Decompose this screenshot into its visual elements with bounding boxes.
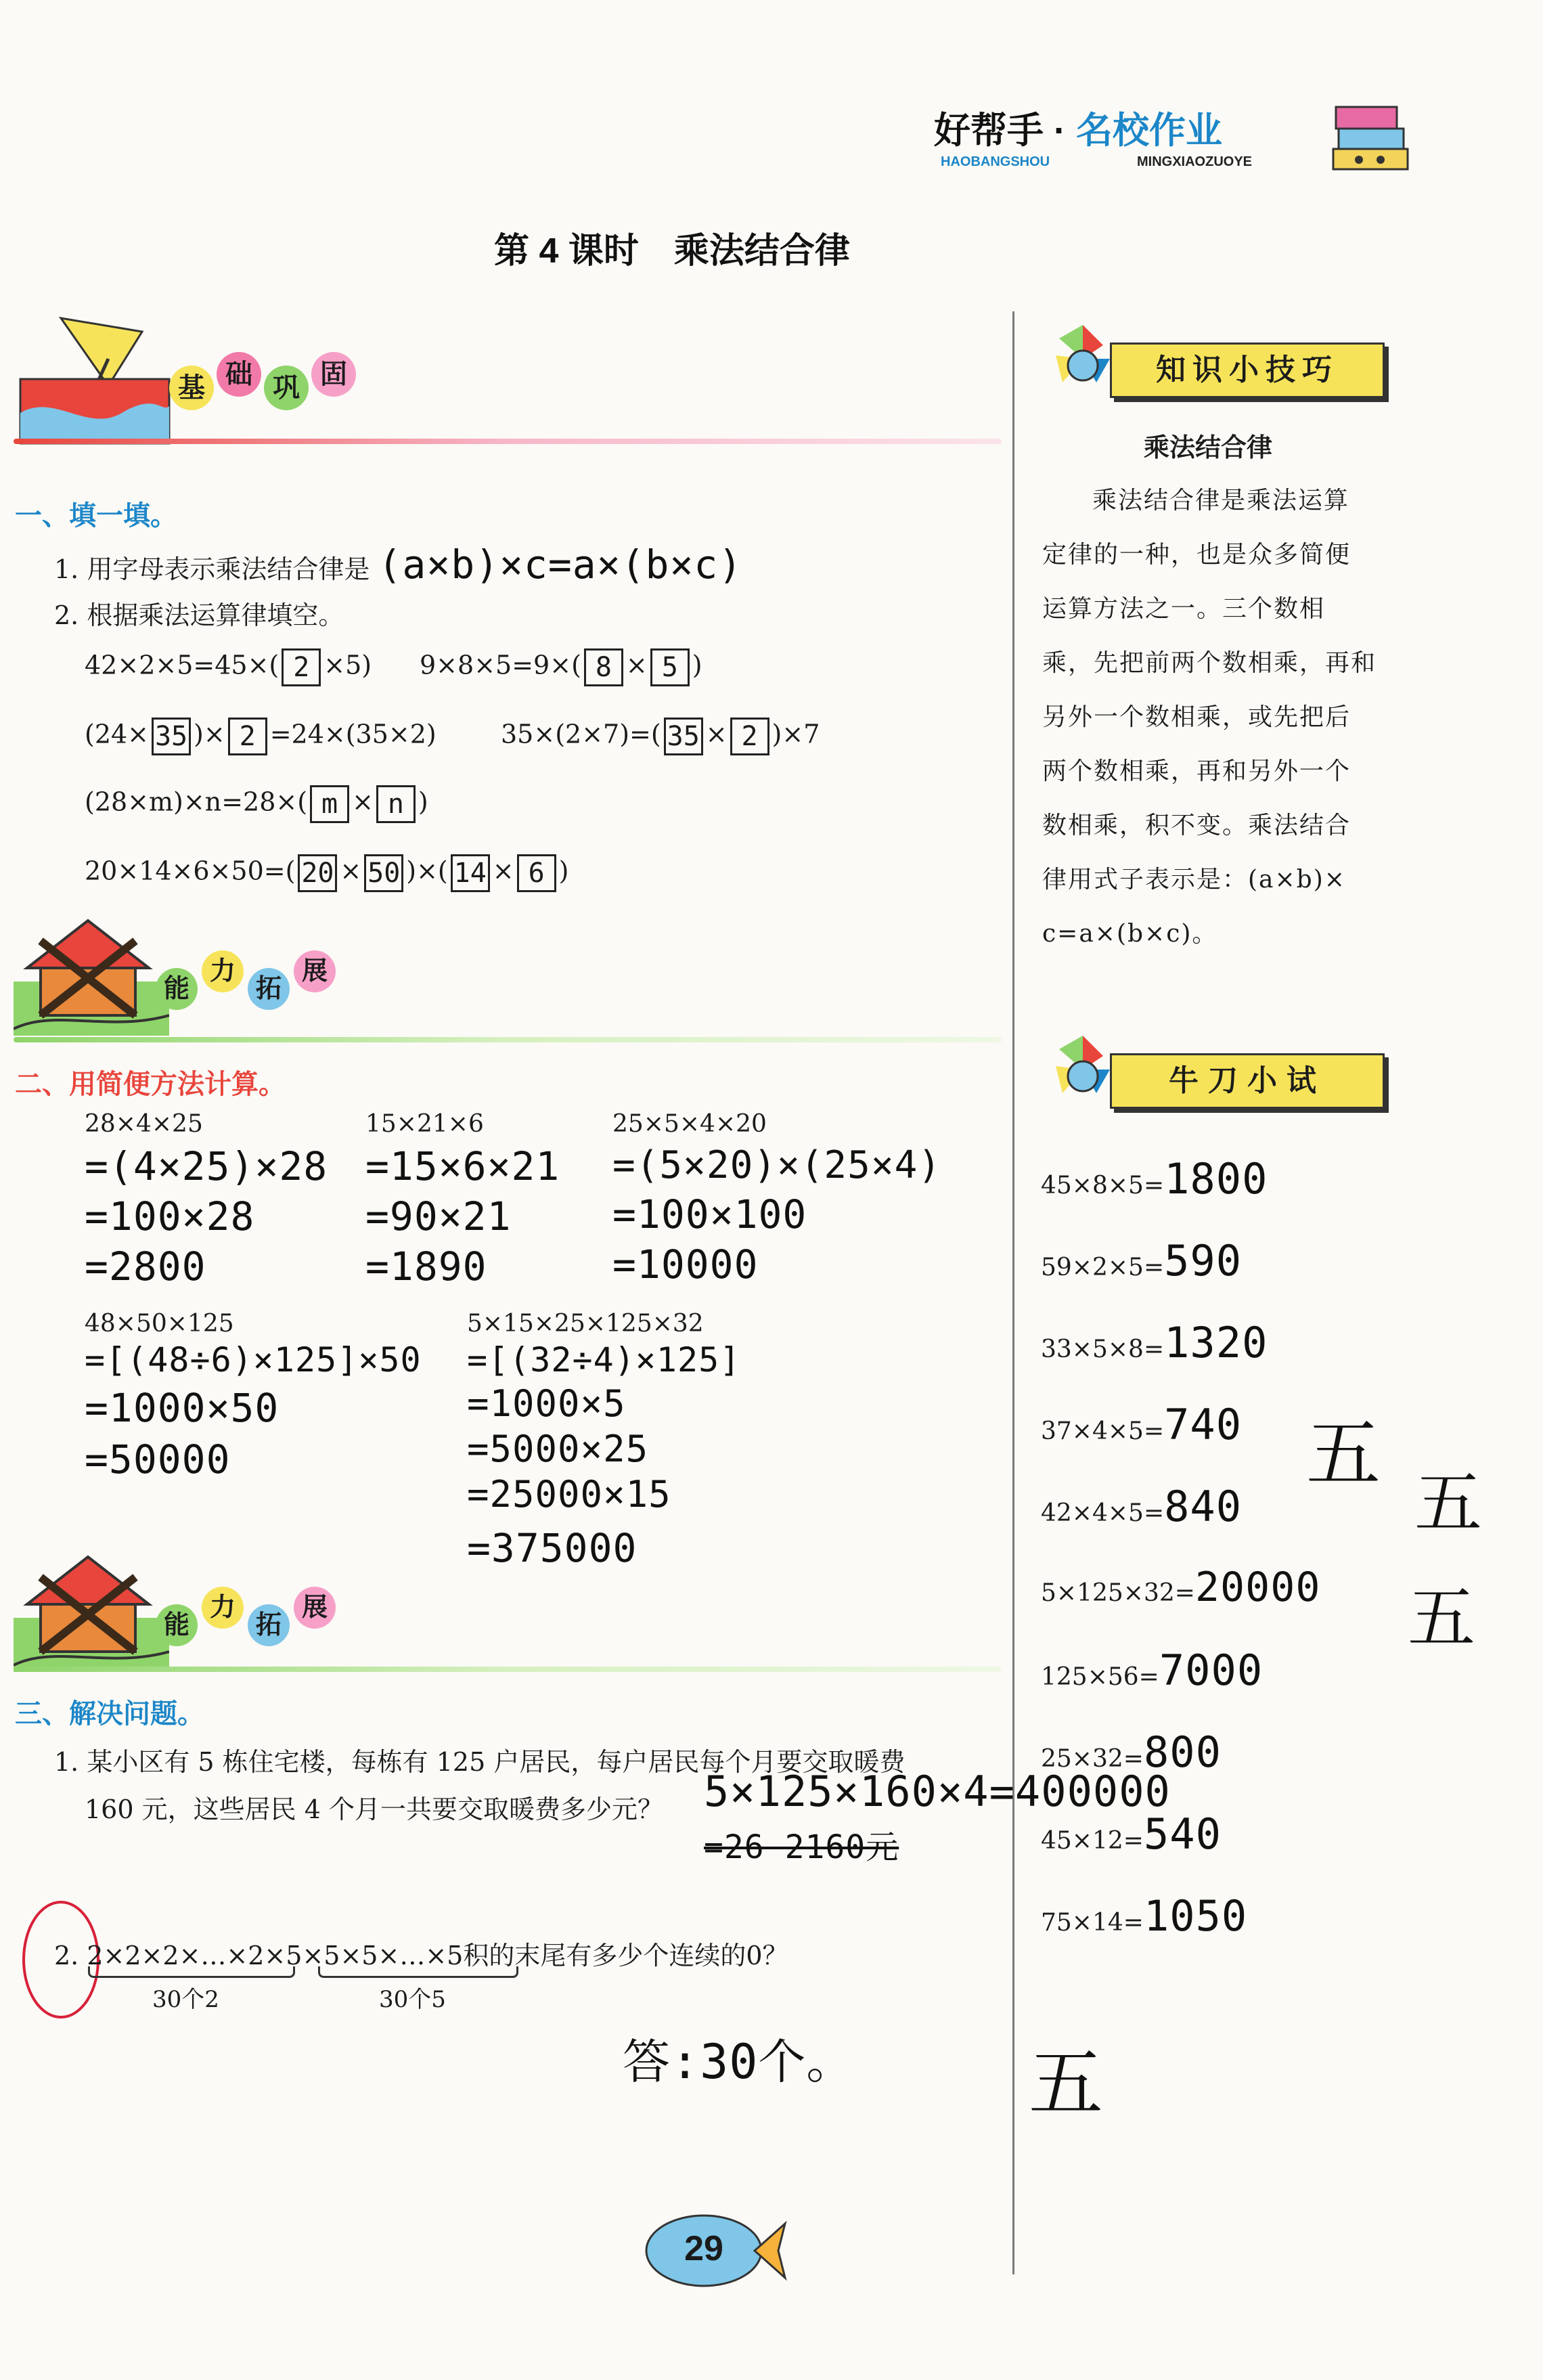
fill-row-4 — [85, 854, 568, 892]
try-answer[interactable]: 540 — [1143, 1809, 1222, 1859]
brand-name-1: 好帮手 — [934, 110, 1044, 151]
fill-text: 20×14×6×50=( — [85, 856, 296, 886]
problem3-1-line2: 160 元，这些居民 4 个月一共要交取暖费多少元？ — [85, 1794, 663, 1824]
brand-pinyin-1: HAOBANGSHOU — [941, 154, 1050, 169]
q1-prompt-row — [54, 542, 742, 588]
try-question: 25×32= — [1041, 1745, 1144, 1773]
try-answer[interactable]: 20000 — [1194, 1564, 1321, 1611]
fill-text: ) — [558, 856, 569, 886]
fill-text: )× — [194, 719, 225, 749]
tips-body — [1042, 474, 1394, 961]
answer-box[interactable]: 8 — [584, 648, 623, 686]
answer-box[interactable]: m — [310, 785, 349, 823]
work-line: =[(32÷4)×125] — [467, 1340, 741, 1380]
fill-text: × — [705, 719, 728, 749]
try-item — [1041, 1154, 1420, 1236]
problem-5 — [467, 1310, 740, 1571]
fill-row-2b — [501, 718, 820, 755]
section3-heading: 三、解决问题。 — [15, 1699, 204, 1729]
column-divider — [1012, 311, 1014, 2274]
tips-line: 另外一个数相乘，或先把后 — [1042, 703, 1351, 731]
work-line: =1890 — [365, 1243, 487, 1290]
problem-question: 25×5×4×20 — [612, 1110, 767, 1138]
problem-question: 28×4×25 — [85, 1110, 203, 1138]
section2-heading: 二、用简便方法计算。 — [15, 1070, 286, 1099]
work-line: =15×6×21 — [365, 1143, 560, 1189]
problem-question: 15×21×6 — [365, 1110, 484, 1138]
fill-text: )×7 — [772, 719, 820, 749]
try-question: 125×56= — [1041, 1663, 1159, 1691]
answer-box[interactable]: 14 — [451, 854, 490, 892]
try-question: 59×2×5= — [1041, 1254, 1165, 1281]
work-line: =100×100 — [612, 1191, 807, 1237]
badge-char: 力 — [202, 950, 244, 992]
try-answer[interactable]: 1050 — [1143, 1891, 1248, 1941]
tips-line: 数相乘，积不变。乘法结合 — [1042, 812, 1351, 839]
answer-box[interactable]: 50 — [364, 854, 403, 892]
brace-5 — [318, 1966, 518, 1978]
work-line: =2800 — [85, 1243, 206, 1290]
try-item — [1041, 1564, 1420, 1646]
tips-badge-label: 知识小技巧 — [1156, 353, 1339, 387]
badge-char: 拓 — [248, 968, 290, 1010]
badge-char: 巩 — [264, 366, 309, 410]
badge-char: 能 — [156, 1604, 198, 1646]
fill-text: )×( — [406, 856, 448, 886]
brand-dot: · — [1054, 110, 1066, 151]
try-answer[interactable]: 590 — [1164, 1236, 1243, 1285]
try-question: 37×4×5= — [1041, 1417, 1165, 1445]
brace-label-5: 30个5 — [379, 1986, 446, 2013]
ability-badge-2 — [14, 1550, 365, 1672]
problem3-2-expression: 2×2×2×…×2×5×5×5×…×5积的末尾有多少个连续的0？ — [87, 1941, 788, 1970]
brand-name-2: 名校作业 — [1076, 110, 1223, 151]
section-rule — [14, 1037, 1002, 1042]
brand-pinyin-2: MINGXIAOZUOYE — [1137, 154, 1253, 169]
badge-char: 展 — [294, 950, 336, 992]
answer-box[interactable]: 2 — [282, 648, 321, 686]
badge-char: 础 — [217, 352, 261, 397]
fill-row-1a — [85, 648, 372, 686]
q1-prompt: 1. 用字母表示乘法结合律是 — [54, 554, 370, 584]
section1-heading: 一、填一填。 — [15, 501, 177, 531]
try-question: 42×4×5= — [1041, 1499, 1165, 1527]
try-answer[interactable]: 840 — [1164, 1482, 1243, 1531]
badge-char: 展 — [294, 1587, 336, 1629]
problem-2 — [365, 1110, 560, 1290]
problem-1 — [85, 1110, 328, 1290]
try-item — [1041, 1891, 1420, 1973]
badge-char: 基 — [169, 366, 214, 410]
basic-badge — [14, 311, 352, 447]
fill-text: × — [340, 856, 362, 886]
answer-box[interactable]: 35 — [152, 718, 191, 755]
umbrella-icon — [14, 311, 176, 447]
fill-text: × — [492, 856, 514, 886]
fill-text: × — [625, 650, 648, 680]
section-rule — [14, 1667, 1002, 1672]
work-line: =25000×15 — [467, 1473, 671, 1516]
page-number: 29 — [684, 2229, 723, 2268]
fill-text: (24× — [85, 719, 150, 749]
fill-row-3 — [85, 785, 428, 823]
try-question: 45×8×5= — [1041, 1172, 1165, 1199]
house-icon — [14, 1550, 169, 1672]
tips-line: 定律的一种，也是众多简便 — [1042, 541, 1351, 569]
tips-line: 运算方法之一。三个数相 — [1042, 595, 1326, 623]
try-item — [1041, 1727, 1420, 1809]
tips-line: 乘法结合律是乘法运算 — [1092, 487, 1350, 514]
grade-mark: 五 — [1029, 2040, 1104, 2127]
fill-text: (28×m)×n=28×( — [85, 787, 308, 817]
problem-question: 5×15×25×125×32 — [467, 1310, 704, 1338]
problem3-1-answer-line2: =26 2160元 — [704, 1828, 899, 1866]
tips-line: 律用式子表示是：(a×b)× — [1042, 866, 1346, 894]
fill-text: 9×8×5=9×( — [420, 650, 581, 680]
answer-box[interactable]: 35 — [664, 718, 703, 755]
tips-title: 乘法结合律 — [1144, 434, 1273, 462]
work-line: =1000×50 — [85, 1385, 279, 1431]
problem3-1-line1: 1. 某小区有 5 栋住宅楼，每栋有 125 户居民，每户居民每个月要交取暖费 — [54, 1747, 905, 1777]
try-item — [1041, 1646, 1420, 1727]
q2-prompt: 2. 根据乘法运算律填空。 — [54, 600, 344, 630]
fill-text: ) — [692, 650, 702, 680]
badge-char: 拓 — [248, 1604, 290, 1646]
answer-box[interactable]: 20 — [298, 854, 337, 892]
work-line: =(4×25)×28 — [85, 1143, 328, 1189]
badge-char: 能 — [156, 968, 198, 1010]
try-item — [1041, 1809, 1420, 1891]
fill-text: =24×(35×2) — [269, 719, 437, 749]
try-question: 45×12= — [1041, 1827, 1144, 1855]
answer-box[interactable]: 2 — [730, 718, 769, 755]
house-icon — [14, 914, 169, 1036]
try-answer[interactable]: 740 — [1164, 1400, 1243, 1449]
lesson-title: 第 4 课时 乘法结合律 — [494, 232, 850, 271]
fill-row-2a — [85, 718, 437, 755]
brace-2 — [88, 1966, 295, 1978]
work-line: =10000 — [612, 1241, 759, 1287]
problem3-2-number: 2. — [54, 1941, 79, 1970]
tips-line: 乘，先把前两个数相乘，再和 — [1042, 649, 1377, 677]
page-number-fish — [643, 2207, 792, 2295]
work-line: =5000×25 — [467, 1428, 649, 1470]
try-item — [1041, 1318, 1420, 1400]
work-line: =(5×20)×(25×4) — [612, 1143, 942, 1187]
answer-box[interactable]: 5 — [650, 648, 690, 686]
work-line: =50000 — [85, 1436, 231, 1482]
fill-row-1b — [420, 648, 702, 686]
try-question: 75×14= — [1041, 1909, 1144, 1937]
try-answer[interactable]: 1320 — [1164, 1318, 1268, 1367]
brace-label-2: 30个2 — [152, 1986, 219, 2013]
section-rule — [14, 439, 1002, 444]
fill-text: 35×(2×7)=( — [501, 719, 661, 749]
problem-3 — [612, 1110, 941, 1287]
tips-line: c=a×(b×c)。 — [1042, 920, 1218, 948]
fill-text: × — [352, 787, 374, 817]
work-line: =375000 — [467, 1525, 638, 1571]
answer-box[interactable]: n — [376, 785, 416, 823]
answer-box[interactable]: 6 — [517, 854, 556, 892]
work-line: =1000×5 — [467, 1382, 626, 1425]
answer-box[interactable]: 2 — [228, 718, 267, 755]
work-line: =90×21 — [365, 1193, 512, 1239]
badge-char: 固 — [311, 352, 356, 397]
try-badge — [1042, 1029, 1394, 1117]
grade-mark: 五 — [1306, 1411, 1381, 1497]
problem3-1-answer[interactable]: 5×125×160×4=400000 — [704, 1767, 1171, 1816]
try-answer[interactable]: 800 — [1143, 1727, 1222, 1777]
fill-text: ) — [418, 787, 428, 817]
ability-badge — [14, 914, 365, 1036]
try-question: 5×125×32= — [1041, 1579, 1195, 1607]
fill-text: ×5) — [323, 650, 372, 680]
try-item — [1041, 1236, 1420, 1318]
work-line: =100×28 — [85, 1193, 255, 1239]
try-answer[interactable]: 1800 — [1164, 1154, 1268, 1204]
problem-question: 48×50×125 — [85, 1310, 234, 1338]
header — [934, 102, 1408, 183]
q1-answer[interactable]: (a×b)×c=a×(b×c) — [378, 542, 743, 588]
tips-badge — [1042, 318, 1394, 406]
try-question: 33×5×8= — [1041, 1336, 1165, 1363]
fill-text: 42×2×5=45×( — [85, 650, 279, 680]
badge-char: 力 — [202, 1587, 244, 1629]
problem3-2-answer[interactable]: 答:30个。 — [623, 2034, 855, 2090]
books-mascot-icon — [1326, 95, 1414, 183]
try-badge-label: 牛刀小试 — [1169, 1064, 1326, 1097]
try-answer[interactable]: 7000 — [1159, 1646, 1264, 1695]
problem-4 — [85, 1310, 422, 1482]
tips-line: 两个数相乘，再和另外一个 — [1042, 757, 1351, 785]
grade-mark: 五 — [1414, 1463, 1483, 1543]
grade-mark: 五 — [1408, 1579, 1476, 1658]
try-list — [1041, 1154, 1420, 1973]
work-line: =[(48÷6)×125]×50 — [85, 1340, 422, 1380]
